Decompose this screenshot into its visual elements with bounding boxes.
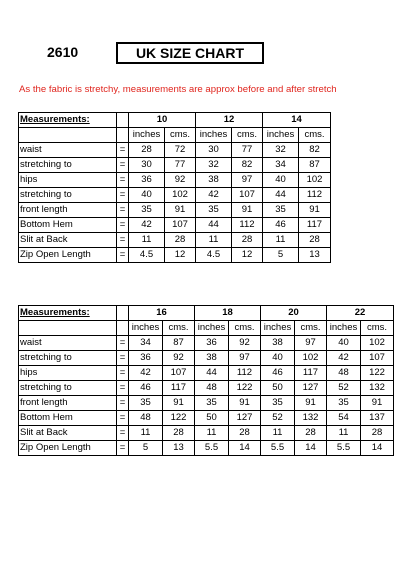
blank-cell xyxy=(19,321,117,336)
blank-cell xyxy=(19,128,117,143)
measurement-value: 107 xyxy=(163,366,195,381)
measurement-value: 35 xyxy=(263,203,299,218)
measurement-value: 107 xyxy=(232,188,263,203)
equals-sign: = xyxy=(117,143,129,158)
blank-cell xyxy=(117,113,129,128)
table-row xyxy=(19,233,331,248)
measurement-value: 34 xyxy=(263,158,299,173)
measurement-value: 36 xyxy=(129,173,165,188)
row-label: front length xyxy=(19,396,117,411)
row-label: stretching to xyxy=(19,188,117,203)
equals-sign: = xyxy=(117,426,129,441)
measurement-value: 50 xyxy=(261,381,295,396)
unit-header: cms. xyxy=(232,128,263,143)
measurement-value: 46 xyxy=(129,381,163,396)
table-row xyxy=(19,218,331,233)
measurement-value: 127 xyxy=(295,381,327,396)
measurement-value: 132 xyxy=(295,411,327,426)
row-label: stretching to xyxy=(19,158,117,173)
unit-header: inches xyxy=(195,321,229,336)
measurement-value: 4.5 xyxy=(196,248,232,263)
size-header: 22 xyxy=(327,306,394,321)
equals-sign: = xyxy=(117,336,129,351)
measurement-value: 28 xyxy=(295,426,327,441)
table-row xyxy=(19,203,331,218)
measurement-value: 28 xyxy=(163,426,195,441)
measurement-value: 91 xyxy=(229,396,261,411)
unit-header: inches xyxy=(129,128,165,143)
size-header: 12 xyxy=(196,113,263,128)
table-row xyxy=(19,396,394,411)
measurement-value: 91 xyxy=(232,203,263,218)
measurement-value: 97 xyxy=(295,336,327,351)
measurement-value: 48 xyxy=(195,381,229,396)
measurement-value: 52 xyxy=(327,381,361,396)
measurement-value: 102 xyxy=(165,188,196,203)
measurement-value: 112 xyxy=(232,218,263,233)
measurement-value: 4.5 xyxy=(129,248,165,263)
measurement-value: 112 xyxy=(299,188,331,203)
size-header: 18 xyxy=(195,306,261,321)
unit-header: inches xyxy=(263,128,299,143)
measurement-value: 91 xyxy=(163,396,195,411)
measurement-value: 127 xyxy=(229,411,261,426)
measurement-value: 107 xyxy=(165,218,196,233)
measurement-value: 40 xyxy=(261,351,295,366)
measurement-value: 36 xyxy=(195,336,229,351)
blank-cell xyxy=(117,128,129,143)
measurement-value: 40 xyxy=(129,188,165,203)
stretch-note: As the fabric is stretchy, measurements are approx before and after stretch xyxy=(19,84,337,95)
measurement-value: 82 xyxy=(299,143,331,158)
measurement-value: 35 xyxy=(196,203,232,218)
equals-sign: = xyxy=(117,381,129,396)
measurement-value: 35 xyxy=(261,396,295,411)
measurement-value: 91 xyxy=(299,203,331,218)
measurement-value: 72 xyxy=(165,143,196,158)
row-label: Slit at Back xyxy=(19,426,117,441)
measurement-value: 92 xyxy=(163,351,195,366)
equals-sign: = xyxy=(117,366,129,381)
measurement-value: 91 xyxy=(165,203,196,218)
measurement-value: 28 xyxy=(299,233,331,248)
equals-sign: = xyxy=(117,233,129,248)
table-row xyxy=(19,336,394,351)
row-label: hips xyxy=(19,173,117,188)
measurement-value: 48 xyxy=(129,411,163,426)
unit-header: cms. xyxy=(229,321,261,336)
table-row xyxy=(19,188,331,203)
measurement-value: 42 xyxy=(129,218,165,233)
measurement-value: 92 xyxy=(165,173,196,188)
measurement-value: 97 xyxy=(232,173,263,188)
measurement-value: 11 xyxy=(129,426,163,441)
measurement-value: 44 xyxy=(263,188,299,203)
table-row xyxy=(19,366,394,381)
measurement-value: 28 xyxy=(232,233,263,248)
measurement-value: 14 xyxy=(295,441,327,456)
measurement-value: 77 xyxy=(232,143,263,158)
table-row xyxy=(19,158,331,173)
chart-title: UK SIZE CHART xyxy=(116,42,264,64)
equals-sign: = xyxy=(117,218,129,233)
measurement-value: 5 xyxy=(129,441,163,456)
measurement-value: 42 xyxy=(129,366,163,381)
measurement-value: 50 xyxy=(195,411,229,426)
measurement-value: 122 xyxy=(361,366,394,381)
table-row xyxy=(19,173,331,188)
measurement-value: 46 xyxy=(263,218,299,233)
table-row xyxy=(19,411,394,426)
measurement-value: 36 xyxy=(129,351,163,366)
row-label: Slit at Back xyxy=(19,233,117,248)
measurement-value: 122 xyxy=(163,411,195,426)
table-row xyxy=(19,441,394,456)
measurement-value: 5.5 xyxy=(327,441,361,456)
equals-sign: = xyxy=(117,203,129,218)
unit-header: cms. xyxy=(295,321,327,336)
table-row xyxy=(19,143,331,158)
unit-header: cms. xyxy=(361,321,394,336)
measurement-value: 5.5 xyxy=(195,441,229,456)
measurement-value: 5.5 xyxy=(261,441,295,456)
measurement-value: 107 xyxy=(361,351,394,366)
measurement-value: 132 xyxy=(361,381,394,396)
measurement-value: 77 xyxy=(165,158,196,173)
measurement-value: 28 xyxy=(129,143,165,158)
equals-sign: = xyxy=(117,411,129,426)
row-label: stretching to xyxy=(19,351,117,366)
measurement-value: 48 xyxy=(327,366,361,381)
measurement-value: 102 xyxy=(361,336,394,351)
row-label: Zip Open Length xyxy=(19,441,117,456)
measurement-value: 102 xyxy=(295,351,327,366)
measurement-value: 52 xyxy=(261,411,295,426)
measurement-value: 14 xyxy=(361,441,394,456)
measurement-value: 12 xyxy=(232,248,263,263)
row-label: Bottom Hem xyxy=(19,411,117,426)
blank-cell xyxy=(117,321,129,336)
measurement-value: 14 xyxy=(229,441,261,456)
measurement-value: 38 xyxy=(195,351,229,366)
measurement-value: 38 xyxy=(196,173,232,188)
product-code: 2610 xyxy=(47,44,79,60)
size-table-2 xyxy=(18,305,394,456)
measurements-heading: Measurements: xyxy=(19,113,117,128)
measurement-value: 97 xyxy=(229,351,261,366)
table-row xyxy=(19,248,331,263)
measurement-value: 11 xyxy=(196,233,232,248)
unit-header: inches xyxy=(327,321,361,336)
row-label: waist xyxy=(19,143,117,158)
measurement-value: 40 xyxy=(327,336,361,351)
measurement-value: 91 xyxy=(295,396,327,411)
measurement-value: 11 xyxy=(261,426,295,441)
measurement-value: 35 xyxy=(195,396,229,411)
measurement-value: 42 xyxy=(327,351,361,366)
table-row xyxy=(19,351,394,366)
table-row xyxy=(19,426,394,441)
measurement-value: 32 xyxy=(263,143,299,158)
measurement-value: 35 xyxy=(129,396,163,411)
measurement-value: 13 xyxy=(163,441,195,456)
measurement-value: 5 xyxy=(263,248,299,263)
measurement-value: 38 xyxy=(261,336,295,351)
table-row xyxy=(19,381,394,396)
measurement-value: 87 xyxy=(163,336,195,351)
measurement-value: 28 xyxy=(229,426,261,441)
measurement-value: 42 xyxy=(196,188,232,203)
size-header: 14 xyxy=(263,113,331,128)
size-table-1 xyxy=(18,112,331,263)
unit-header: cms. xyxy=(163,321,195,336)
unit-header: inches xyxy=(196,128,232,143)
measurement-value: 34 xyxy=(129,336,163,351)
measurement-value: 11 xyxy=(129,233,165,248)
measurement-value: 30 xyxy=(196,143,232,158)
measurement-value: 30 xyxy=(129,158,165,173)
equals-sign: = xyxy=(117,396,129,411)
equals-sign: = xyxy=(117,158,129,173)
unit-header: cms. xyxy=(299,128,331,143)
measurement-value: 91 xyxy=(361,396,394,411)
measurement-value: 12 xyxy=(165,248,196,263)
size-header: 10 xyxy=(129,113,196,128)
measurement-value: 11 xyxy=(327,426,361,441)
size-header: 16 xyxy=(129,306,195,321)
row-label: front length xyxy=(19,203,117,218)
unit-header: inches xyxy=(261,321,295,336)
measurement-value: 13 xyxy=(299,248,331,263)
measurement-value: 40 xyxy=(263,173,299,188)
measurement-value: 102 xyxy=(299,173,331,188)
measurement-value: 82 xyxy=(232,158,263,173)
measurement-value: 11 xyxy=(263,233,299,248)
measurement-value: 87 xyxy=(299,158,331,173)
unit-header: inches xyxy=(129,321,163,336)
measurement-value: 32 xyxy=(196,158,232,173)
unit-header: cms. xyxy=(165,128,196,143)
row-label: Bottom Hem xyxy=(19,218,117,233)
equals-sign: = xyxy=(117,441,129,456)
measurement-value: 35 xyxy=(129,203,165,218)
equals-sign: = xyxy=(117,351,129,366)
size-header: 20 xyxy=(261,306,327,321)
measurement-value: 35 xyxy=(327,396,361,411)
row-label: Zip Open Length xyxy=(19,248,117,263)
equals-sign: = xyxy=(117,173,129,188)
measurement-value: 44 xyxy=(196,218,232,233)
measurement-value: 54 xyxy=(327,411,361,426)
measurement-value: 92 xyxy=(229,336,261,351)
row-label: hips xyxy=(19,366,117,381)
measurement-value: 28 xyxy=(361,426,394,441)
measurement-value: 11 xyxy=(195,426,229,441)
measurements-heading: Measurements: xyxy=(19,306,117,321)
measurement-value: 117 xyxy=(299,218,331,233)
equals-sign: = xyxy=(117,188,129,203)
row-label: stretching to xyxy=(19,381,117,396)
measurement-value: 137 xyxy=(361,411,394,426)
measurement-value: 117 xyxy=(163,381,195,396)
measurement-value: 112 xyxy=(229,366,261,381)
equals-sign: = xyxy=(117,248,129,263)
row-label: waist xyxy=(19,336,117,351)
measurement-value: 122 xyxy=(229,381,261,396)
measurement-value: 44 xyxy=(195,366,229,381)
measurement-value: 28 xyxy=(165,233,196,248)
measurement-value: 117 xyxy=(295,366,327,381)
measurement-value: 46 xyxy=(261,366,295,381)
blank-cell xyxy=(117,306,129,321)
